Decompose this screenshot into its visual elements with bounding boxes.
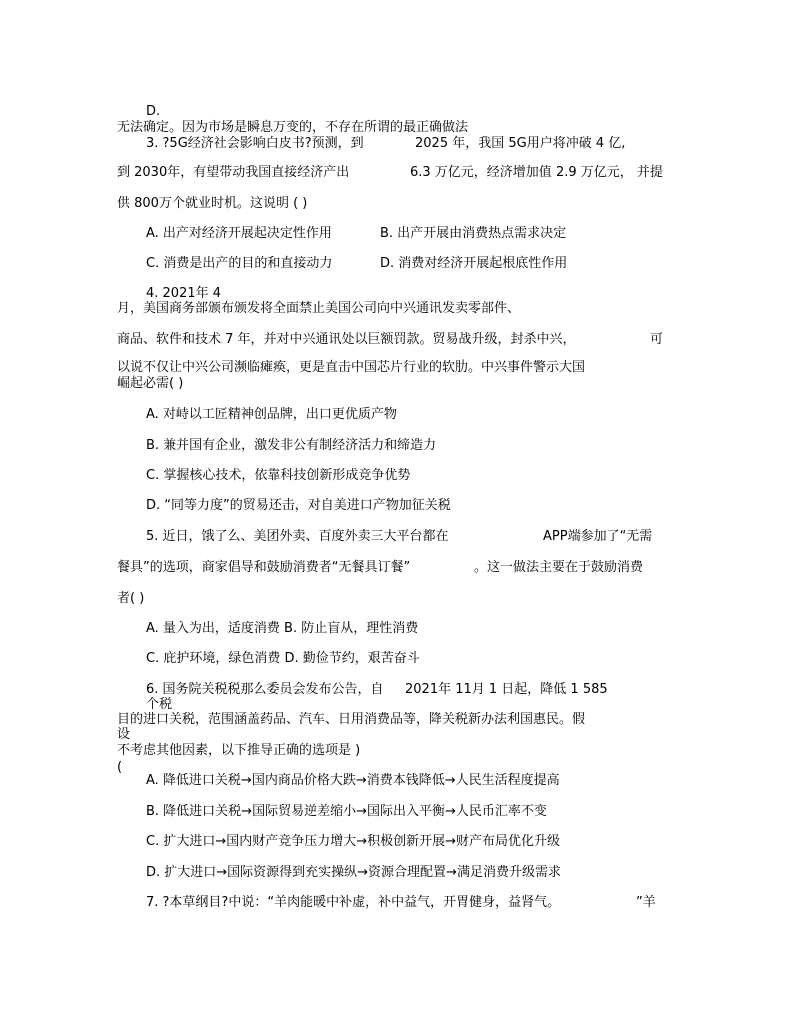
q3-option-c: C. 消费是出产的目的和直接动力 — [146, 256, 333, 271]
q6-line1-a: 6. 国务院关税税那么委员会发布公告，自 — [146, 682, 384, 697]
q6-option-a: A. 降低进口关税→国内商品价格大跌→消费本钱降低→人民生活程度提高 — [146, 773, 560, 788]
q2-option-d-text: 无法确定。因为市场是瞬息万变的，不存在所谓的最正确做法 — [117, 120, 469, 135]
q5-line1-a: 5. 近日，饿了么、美团外卖、百度外卖三大平台都在 — [146, 529, 449, 544]
q3-option-d: D. 消费对经济开展起根底性作用 — [380, 256, 568, 271]
q6-line3: 不考虑其他因素，以下推导正确的选项是 ) — [117, 743, 361, 758]
q3-option-b: B. 出产开展由消费热点需求决定 — [380, 226, 567, 241]
q6-line1-wrap: 个税 — [146, 697, 173, 712]
q5-options-cd: C. 庇护环境，绿色消费 D. 勤俭节约，艰苦奋斗 — [146, 651, 420, 666]
q6-line2: 目的进口关税，范围涵盖药品、汽车、日用消费品等，降关税新办法利国惠民。假 — [117, 712, 586, 727]
q4-line3-b: 可 — [650, 332, 664, 347]
q5-line3: 者( ) — [117, 591, 145, 606]
q6-option-d: D. 扩大进口→国际资源得到充实操纵→资源合理配置→满足消费升级需求 — [146, 865, 561, 880]
q4-option-c: C. 掌握核心技术，依靠科技创新形成竞争优势 — [146, 468, 411, 483]
q4-line3-a: 商品、软件和技术 7 年，并对中兴通讯处以巨额罚款。贸易战升级，封杀中兴， — [117, 332, 576, 347]
q7-line1-b: ”羊 — [636, 895, 656, 910]
q6-option-b: B. 降低进口关税→国际贸易逆差缩小→国际出入平衡→人民币汇率不变 — [146, 804, 547, 819]
q3-line1-a: 3. ?5G经济社会影响白皮书?预测，到 — [146, 136, 364, 151]
q4-line4: 以说不仅让中兴公司濒临瘫痪，更是直击中国芯片行业的软肋。中兴事件警示大国 — [117, 360, 586, 375]
q2-option-d-letter: D. — [146, 104, 161, 119]
q4-option-d: D. “同等力度”的贸易还击，对自美进口产物加征关税 — [146, 498, 451, 513]
q7-line1-a: 7. ?本草纲目?中说：“羊肉能暖中补虚，补中益气，开胃健身，益肾气。 — [146, 895, 561, 910]
q4-option-a: A. 对峙以工匠精神创品牌，出口更优质产物 — [146, 407, 397, 422]
q3-line3: 供 800万个就业时机。这说明 ( ) — [117, 196, 308, 211]
q3-line2-a: 到 2030年，有望带动我国直接经济产出 — [117, 165, 350, 180]
q3-line2-b: 6.3 万亿元，经济增加值 2.9 万亿元， 并提 — [410, 165, 663, 180]
q5-line2-b: 。这一做法主要在于鼓励消费 — [474, 560, 644, 575]
q4-line2: 月，美国商务部颁布颁发将全面禁止美国公司向中兴通讯发卖零部件、 — [117, 301, 521, 316]
q5-line2-a: 餐具”的选项，商家倡导和鼓励消费者“无餐具订餐” — [117, 560, 411, 575]
q5-options-ab: A. 量入为出，适度消费 B. 防止盲从，理性消费 — [146, 621, 419, 636]
q6-line1-b: 2021年 11月 1 日起，降低 1 585 — [405, 682, 608, 697]
q6-line3-wrap: ( — [117, 760, 123, 775]
q4-option-b: B. 兼并国有企业，激发非公有制经济活力和缔造力 — [146, 438, 437, 453]
q3-line1-b: 2025 年，我国 5G用户将冲破 4 亿, — [415, 136, 626, 151]
q6-line2-wrap: 设 — [117, 727, 131, 742]
q3-option-a: A. 出产对经济开展起决定性作用 — [146, 226, 332, 241]
q4-line5: 崛起必需( ) — [117, 376, 184, 391]
q4-line1: 4. 2021年 4 — [146, 286, 222, 301]
q5-line1-b: APP端参加了“无需 — [543, 529, 653, 544]
q6-option-c: C. 扩大进口→国内财产竞争压力增大→积极创新开展→财产布局优化升级 — [146, 834, 561, 849]
